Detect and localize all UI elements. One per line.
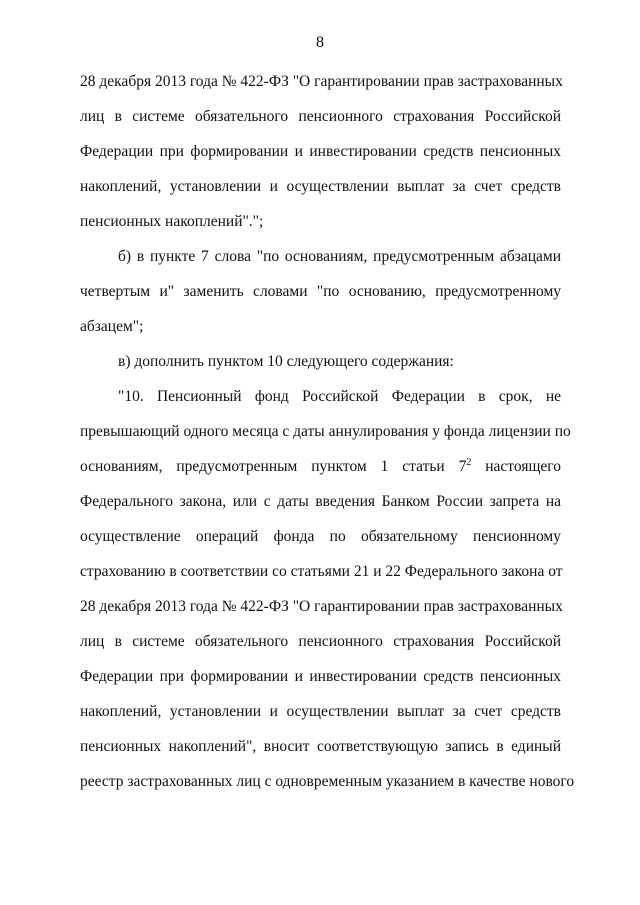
text-line: абзацем"; [80,318,144,335]
text-line: страхованию в соответствии со статьями 21 и 22 Федерального закона от [80,563,563,580]
text-line: четвертым и" заменить словами "по основанию, предусмотренному [80,283,561,300]
text-line: пенсионных накоплений"."; [80,213,264,230]
text-line [80,457,561,477]
text-line: накоплений, установлении и осуществлении выплат за счет средств [80,703,561,720]
text-line: Федерации при формировании и инвестировании средств пенсионных [80,668,561,685]
page-number: 8 [316,34,324,51]
text-line: 28 декабря 2013 года № 422-ФЗ "О гарантировании прав застрахованных [80,73,563,90]
text-line: "10. Пенсионный фонд Российской Федерации в срок, не [118,388,561,405]
text-line: Федерального закона, или с даты введения Банком России запрета на [80,493,561,510]
text-line: лиц в системе обязательного пенсионного страхования Российской [80,108,561,125]
text-line: превышающий одного месяца с даты аннулирования у фонда лицензии по [80,423,571,440]
text-line: накоплений, установлении и осуществлении выплат за счет средств [80,178,561,195]
text-line: пенсионных накоплений", вносит соответствующую запись в единый [80,738,561,755]
text-line: лиц в системе обязательного пенсионного страхования Российской [80,633,561,650]
text-line: б) в пункте 7 слова "по основаниям, предусмотренным абзацами [118,248,561,265]
text-fragment: основаниям, предусмотренным пунктом 1 статьи 7 [80,458,467,475]
text-line: 28 декабря 2013 года № 422-ФЗ "О гарантировании прав застрахованных [80,598,563,615]
text-line: Федерации при формировании и инвестировании средств пенсионных [80,143,561,160]
text-line: реестр застрахованных лиц с одновременным указанием в качестве нового [80,773,575,790]
superscript: 2 [466,457,472,468]
text-fragment: настоящего [471,458,561,475]
text-line: в) дополнить пунктом 10 следующего содержания: [118,353,454,370]
text-line: осуществление операций фонда по обязательному пенсионному [80,528,561,545]
